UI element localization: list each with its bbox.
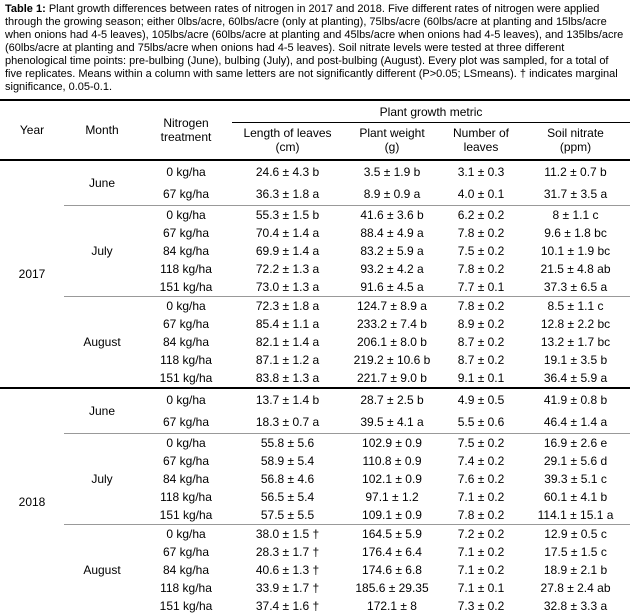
table-row <box>0 206 630 225</box>
number-of-leaves-cell: 7.1 ± 0.2 <box>457 490 505 504</box>
treatment-cell: 0 kg/ha <box>140 525 232 544</box>
plant-weight-cell: 164.5 ± 5.9 <box>343 525 441 544</box>
length-of-leaves-cell: 56.5 ± 5.4 <box>260 490 315 504</box>
soil-nitrate-cell: 36.4 ± 5.9 a <box>543 371 608 385</box>
length-of-leaves-cell: 83.8 ± 1.3 a <box>255 371 320 385</box>
length-of-leaves-cell: 87.1 ± 1.2 a <box>255 353 320 367</box>
treatment-cell: 0 kg/ha <box>140 160 232 183</box>
length-of-leaves-cell: 73.0 ± 1.3 a <box>255 280 320 294</box>
soil-nitrate-cell: 31.7 ± 3.5 a <box>543 187 608 201</box>
column-header-month <box>64 100 140 160</box>
soil-nitrate-cell: 18.9 ± 2.1 b <box>543 563 608 577</box>
plant-weight-cell: 8.9 ± 0.9 a <box>363 187 421 201</box>
number-of-leaves-cell: 7.2 ± 0.2 <box>441 525 521 544</box>
plant-weight-cell: 109.1 ± 0.9 <box>362 508 422 522</box>
plant-weight-cell: 110.8 ± 0.9 <box>362 454 422 468</box>
length-of-leaves-cell: 55.3 ± 1.5 b <box>232 206 343 225</box>
column-header-nitrogen-treatment: Nitrogen treatment <box>140 100 232 160</box>
soil-nitrate-cell: 39.3 ± 5.1 c <box>544 472 607 486</box>
number-of-leaves-cell: 7.8 ± 0.2 <box>457 262 505 276</box>
soil-nitrate-cell: 12.9 ± 0.5 c <box>521 525 630 544</box>
plant-weight-cell: 185.6 ± 29.35 <box>355 581 429 595</box>
number-of-leaves-cell: 4.9 ± 0.5 <box>441 388 521 411</box>
group-header-plant-growth-metric: Plant growth metric <box>232 100 630 123</box>
treatment-cell: 67 kg/ha <box>162 187 210 201</box>
plant-weight-cell: 102.9 ± 0.9 <box>343 434 441 453</box>
length-of-leaves-cell: 40.6 ± 1.3 † <box>255 563 320 577</box>
number-of-leaves-cell: 3.1 ± 0.3 <box>441 160 521 183</box>
column-header-month-label: Month <box>85 123 119 137</box>
column-header-length-of-leaves: Length of leaves (cm) <box>232 123 343 161</box>
month-cell: June <box>64 388 140 434</box>
soil-nitrate-cell: 114.1 ± 15.1 a <box>537 508 614 522</box>
plant-weight-cell: 102.1 ± 0.9 <box>362 472 422 486</box>
soil-nitrate-cell: 27.8 ± 2.4 ab <box>540 581 611 595</box>
month-cell: June <box>64 160 140 206</box>
length-of-leaves-cell: 72.2 ± 1.3 a <box>255 262 320 276</box>
treatment-cell: 67 kg/ha <box>162 545 210 559</box>
number-of-leaves-cell: 7.5 ± 0.2 <box>457 244 505 258</box>
table-caption <box>0 0 630 97</box>
treatment-cell: 67 kg/ha <box>162 317 210 331</box>
soil-nitrate-cell: 8.5 ± 1.1 c <box>521 297 630 316</box>
number-of-leaves-cell: 7.1 ± 0.2 <box>457 563 505 577</box>
month-cell: July <box>64 434 140 525</box>
plant-weight-cell: 176.4 ± 6.4 <box>362 545 422 559</box>
length-of-leaves-cell: 82.1 ± 1.4 a <box>255 335 320 349</box>
plant-weight-cell: 88.4 ± 4.9 a <box>360 226 424 240</box>
length-of-leaves-cell: 72.3 ± 1.8 a <box>232 297 343 316</box>
plant-growth-table <box>0 99 630 614</box>
plant-weight-cell: 28.7 ± 2.5 b <box>343 388 441 411</box>
year-cell: 2018 <box>0 388 64 614</box>
length-of-leaves-cell: 70.4 ± 1.4 a <box>255 226 320 240</box>
treatment-cell: 84 kg/ha <box>162 472 210 486</box>
number-of-leaves-cell: 8.7 ± 0.2 <box>457 353 505 367</box>
number-of-leaves-cell: 6.2 ± 0.2 <box>441 206 521 225</box>
length-of-leaves-cell: 57.5 ± 5.5 <box>260 508 315 522</box>
soil-nitrate-cell: 29.1 ± 5.6 d <box>543 454 608 468</box>
column-header-year <box>0 100 64 160</box>
plant-weight-cell: 97.1 ± 1.2 <box>365 490 419 504</box>
month-cell: July <box>64 206 140 297</box>
treatment-cell: 118 kg/ha <box>160 490 212 504</box>
soil-nitrate-cell: 10.1 ± 1.9 bc <box>540 244 611 258</box>
soil-nitrate-cell: 19.1 ± 3.5 b <box>543 353 608 367</box>
soil-nitrate-cell: 16.9 ± 2.6 e <box>521 434 630 453</box>
column-header-soil-nitrate: Soil nitrate (ppm) <box>521 123 630 161</box>
soil-nitrate-cell: 12.8 ± 2.2 bc <box>540 317 611 331</box>
soil-nitrate-cell: 41.9 ± 0.8 b <box>521 388 630 411</box>
length-of-leaves-cell: 24.6 ± 4.3 b <box>232 160 343 183</box>
year-cell: 2017 <box>0 160 64 388</box>
plant-weight-cell: 174.6 ± 6.8 <box>362 563 422 577</box>
plant-weight-cell: 221.7 ± 9.0 b <box>357 371 427 385</box>
table-row <box>0 525 630 544</box>
soil-nitrate-cell: 46.4 ± 1.4 a <box>543 415 608 429</box>
soil-nitrate-cell: 13.2 ± 1.7 bc <box>540 335 611 349</box>
plant-weight-cell: 91.6 ± 4.5 a <box>360 280 424 294</box>
number-of-leaves-cell: 5.5 ± 0.6 <box>457 415 505 429</box>
table-caption-text: Plant growth differences between rates of nitrogen in 2017 and 2018. Five different rates of nitrogen were applied through the growing season; either 0lbs/acre, 60lbs/acre (only at planting), 75lbs/acre (60lbs/acre at planting and 15lbs/acre when onions had 4-5 leaves), 105lbs/acre (60lbs/acre at planting and 45lbs/acre when onions had 4-5 leaves), and 135lbs/acre (60lbs/acre at planting and 75lbs/acre when onions had 4-5 leaves). Soil nitrate levels were tested at three different phenological time points: pre-bulbing (June), bulbing (July), and post-bulbing (August). Every plot was sampled, for a total of five replicates. Means within a column with same letters are not significantly different (P>0.05; LSmeans). † indicates marginal significance, 0.05-0.1. <box>5 3 624 93</box>
plant-weight-cell: 83.2 ± 5.9 a <box>360 244 424 258</box>
length-of-leaves-cell: 33.9 ± 1.7 † <box>255 581 320 595</box>
treatment-cell: 84 kg/ha <box>162 335 210 349</box>
soil-nitrate-cell: 32.8 ± 3.3 a <box>543 599 608 613</box>
plant-weight-cell: 206.1 ± 8.0 b <box>357 335 427 349</box>
month-cell: August <box>64 297 140 389</box>
soil-nitrate-cell: 21.5 ± 4.8 ab <box>540 262 611 276</box>
length-of-leaves-cell: 37.4 ± 1.6 † <box>255 599 320 613</box>
number-of-leaves-cell: 7.7 ± 0.1 <box>457 280 505 294</box>
number-of-leaves-cell: 7.6 ± 0.2 <box>457 472 505 486</box>
treatment-cell: 84 kg/ha <box>162 563 210 577</box>
number-of-leaves-cell: 7.1 ± 0.1 <box>457 581 505 595</box>
soil-nitrate-cell: 11.2 ± 0.7 b <box>521 160 630 183</box>
number-of-leaves-cell: 7.1 ± 0.2 <box>457 545 505 559</box>
table-header <box>0 100 630 160</box>
length-of-leaves-cell: 38.0 ± 1.5 † <box>232 525 343 544</box>
treatment-cell: 118 kg/ha <box>160 262 212 276</box>
soil-nitrate-cell: 17.5 ± 1.5 c <box>544 545 607 559</box>
table-row <box>0 160 630 183</box>
treatment-cell: 0 kg/ha <box>140 297 232 316</box>
soil-nitrate-cell: 37.3 ± 6.5 a <box>543 280 608 294</box>
table-row <box>0 388 630 411</box>
length-of-leaves-cell: 58.9 ± 5.4 <box>260 454 315 468</box>
plant-weight-cell: 39.5 ± 4.1 a <box>360 415 424 429</box>
length-of-leaves-cell: 13.7 ± 1.4 b <box>232 388 343 411</box>
number-of-leaves-cell: 7.8 ± 0.2 <box>457 226 505 240</box>
plant-weight-cell: 93.2 ± 4.2 a <box>360 262 424 276</box>
group-header-row <box>0 100 630 123</box>
column-header-year-label: Year <box>19 123 45 137</box>
plant-weight-cell: 219.2 ± 10.6 b <box>353 353 431 367</box>
table-row <box>0 434 630 453</box>
length-of-leaves-cell: 55.8 ± 5.6 <box>232 434 343 453</box>
number-of-leaves-cell: 9.1 ± 0.1 <box>457 371 505 385</box>
plant-weight-cell: 124.7 ± 8.9 a <box>343 297 441 316</box>
length-of-leaves-cell: 56.8 ± 4.6 <box>260 472 315 486</box>
number-of-leaves-cell: 8.7 ± 0.2 <box>457 335 505 349</box>
length-of-leaves-cell: 28.3 ± 1.7 † <box>255 545 320 559</box>
treatment-cell: 151 kg/ha <box>159 599 213 613</box>
treatment-cell: 84 kg/ha <box>162 244 210 258</box>
month-cell: August <box>64 525 140 614</box>
table-body <box>0 160 630 614</box>
length-of-leaves-cell: 69.9 ± 1.4 a <box>255 244 320 258</box>
number-of-leaves-cell: 4.0 ± 0.1 <box>457 187 505 201</box>
soil-nitrate-cell: 9.6 ± 1.8 bc <box>544 226 607 240</box>
length-of-leaves-cell: 36.3 ± 1.8 a <box>255 187 320 201</box>
number-of-leaves-cell: 7.8 ± 0.2 <box>457 508 505 522</box>
length-of-leaves-cell: 85.4 ± 1.1 a <box>255 317 320 331</box>
column-header-number-of-leaves: Number of leaves <box>441 123 521 161</box>
treatment-cell: 151 kg/ha <box>159 371 213 385</box>
treatment-cell: 0 kg/ha <box>140 388 232 411</box>
soil-nitrate-cell: 8 ± 1.1 c <box>521 206 630 225</box>
number-of-leaves-cell: 7.4 ± 0.2 <box>457 454 505 468</box>
treatment-cell: 67 kg/ha <box>162 415 210 429</box>
number-of-leaves-cell: 7.3 ± 0.2 <box>457 599 505 613</box>
table-caption-label: Table 1: <box>5 3 46 15</box>
treatment-cell: 67 kg/ha <box>162 454 210 468</box>
treatment-cell: 118 kg/ha <box>160 353 212 367</box>
plant-weight-cell: 41.6 ± 3.6 b <box>343 206 441 225</box>
number-of-leaves-cell: 8.9 ± 0.2 <box>457 317 505 331</box>
treatment-cell: 67 kg/ha <box>162 226 210 240</box>
plant-weight-cell: 3.5 ± 1.9 b <box>343 160 441 183</box>
treatment-cell: 0 kg/ha <box>140 434 232 453</box>
table-row <box>0 297 630 316</box>
number-of-leaves-cell: 7.8 ± 0.2 <box>441 297 521 316</box>
treatment-cell: 0 kg/ha <box>140 206 232 225</box>
treatment-cell: 151 kg/ha <box>159 508 213 522</box>
column-header-plant-weight: Plant weight (g) <box>343 123 441 161</box>
treatment-cell: 118 kg/ha <box>160 581 212 595</box>
treatment-cell: 151 kg/ha <box>159 280 213 294</box>
plant-weight-cell: 172.1 ± 8 <box>367 599 417 613</box>
plant-weight-cell: 233.2 ± 7.4 b <box>357 317 427 331</box>
number-of-leaves-cell: 7.5 ± 0.2 <box>441 434 521 453</box>
soil-nitrate-cell: 60.1 ± 4.1 b <box>543 490 608 504</box>
length-of-leaves-cell: 18.3 ± 0.7 a <box>255 415 320 429</box>
